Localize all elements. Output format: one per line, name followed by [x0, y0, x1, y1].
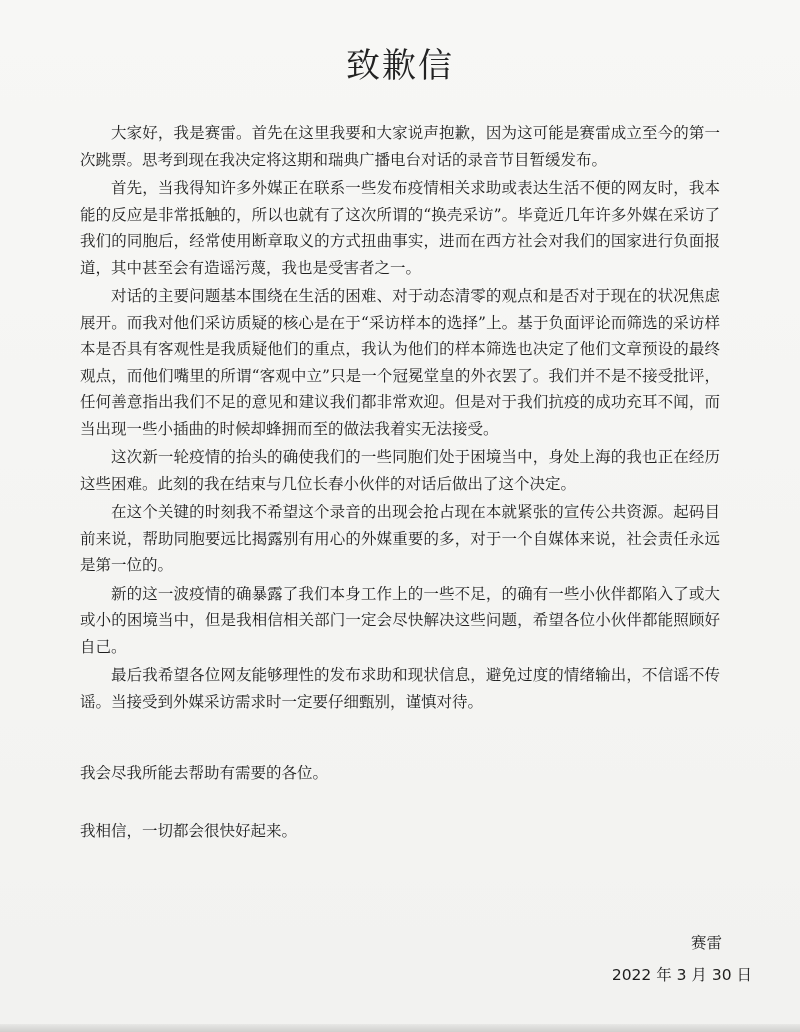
paragraph-3: 对话的主要问题基本围绕在生活的困难、对于动态清零的观点和是否对于现在的状况焦虑展开。而我对他们采访质疑的核心是在于“采访样本的选择”上。基于负面评论而筛选的采访样本是否具有客观性是我质疑他们的重点，我认为他们的样本筛选也决定了他们文章预设的最终观点，而他们嘴里的所谓“客观中立”只是一个冠冕堂皇的外衣罢了。我们并不是不接受批评，任何善意指出我们不足的意见和建议我们都非常欢迎。但是对于我们抗疫的成功充耳不闻，而当出现一些小插曲的时候却蜂拥而至的做法我着实无法接受。	[80, 287, 720, 438]
paragraph-1: 大家好，我是赛雷。首先在这里我要和大家说声抱歉，因为这可能是赛雷成立至今的第一次跳票。思考到现在我决定将这期和瑞典广播电台对话的录音节目暂缓发布。	[80, 124, 720, 169]
page-bottom-edge	[0, 1024, 800, 1032]
paragraph-4: 这次新一轮疫情的抬头的确使我们的一些同胞们处于困境当中，身处上海的我也正在经历这些困难。此刻的我在结束与几位长春小伙伴的对话后做出了这个决定。	[80, 448, 720, 493]
signature-name: 赛雷	[690, 934, 722, 952]
signature-block	[612, 930, 752, 988]
letter-body	[80, 120, 720, 717]
paragraph-7: 最后我希望各位网友能够理性的发布求助和现状信息，避免过度的情绪输出，不信谣不传谣。当接受到外媒采访需求时一定要仔细甄别，谨慎对待。	[80, 666, 720, 711]
paragraph-2: 首先，当我得知许多外媒正在联系一些发布疫情相关求助或表达生活不便的网友时，我本能的反应是非常抵触的，所以也就有了这次所谓的“换壳采访”。毕竟近几年许多外媒在采访了我们的同胞后，经常使用断章取义的方式扭曲事实，进而在西方社会对我们的国家进行负面报道，其中甚至会有造谣污蔑，我也是受害者之一。	[80, 179, 720, 277]
paragraph-6: 新的这一波疫情的确暴露了我们本身工作上的一些不足，的确有一些小伙伴都陷入了或大或小的困境当中，但是我相信相关部门一定会尽快解决这些问题，希望各位小伙伴都能照顾好自己。	[80, 584, 720, 656]
paragraph-5: 在这个关键的时刻我不希望这个录音的出现会抢占现在本就紧张的宣传公共资源。起码目前来说，帮助同胞要远比揭露别有用心的外媒重要的多，对于一个自媒体来说，社会责任永远是第一位的。	[80, 503, 720, 574]
closing-line-1: 我会尽我所能去帮助有需要的各位。	[80, 764, 329, 782]
letter-title: 致歉信	[346, 46, 454, 86]
signature-date: 2022 年 3 月 30 日	[611, 966, 752, 984]
closing-line-2: 我相信，一切都会很快好起来。	[80, 822, 298, 840]
